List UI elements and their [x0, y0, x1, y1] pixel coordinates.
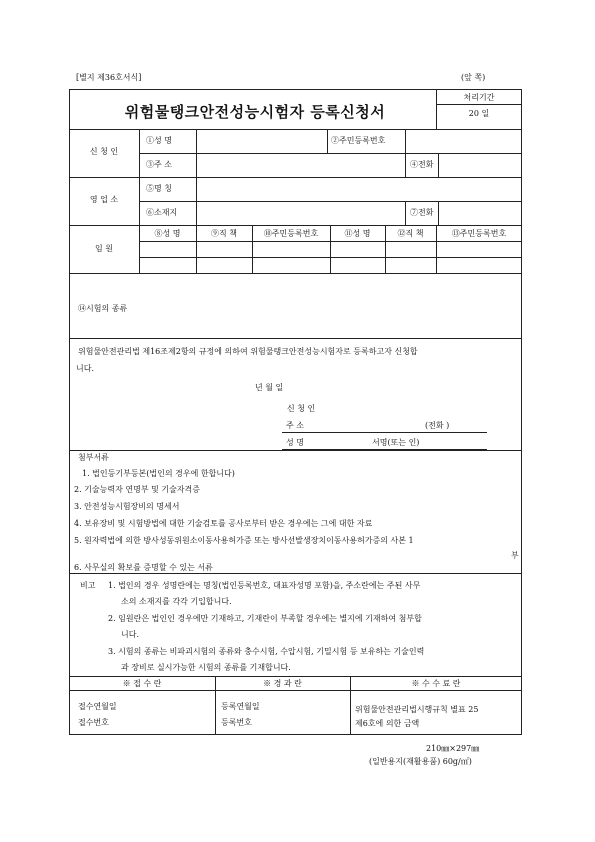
processing-period-label: 처리기간 — [463, 93, 495, 102]
declaration-address-label: 주 소 — [286, 421, 304, 430]
attachment-item: 4. 보유장비 및 시험방법에 대한 기술검토를 공사로부터 받은 경우에는 그에 대한 자료 — [74, 519, 373, 528]
registration-number-label: 등록번호 — [221, 718, 252, 727]
applicant-address-field[interactable] — [198, 155, 403, 175]
remark-item: 2. 임원란은 법인인 경우에만 기재하고, 기재란이 부족할 경우에는 별지에 기재하여 첨부합 — [108, 614, 422, 623]
declaration-applicant-label: 신 청 인 — [287, 404, 316, 413]
applicant-phone-label: ④전화 — [410, 160, 434, 169]
attachment-item: 5. 원자력법에 의한 방사성동위원소이동사용허가증 또는 방사선발생장치이동사용허가증의 사본 1 — [74, 536, 414, 545]
progress-header: ※ 경 과 란 — [263, 679, 302, 688]
attachments-title: 첨부서류 — [78, 453, 109, 462]
applicant-name-label: ①성 명 — [146, 136, 172, 145]
page-side-label: (앞 쪽) — [461, 73, 486, 82]
declaration-date: 년 월 일 — [255, 383, 284, 392]
test-types-field[interactable] — [160, 278, 518, 333]
officers-section-label: 임 원 — [95, 244, 113, 253]
remark-item-cont: 니다. — [121, 630, 139, 639]
attachment-item: 2. 기술능력자 연명부 및 기술자격증 — [74, 485, 200, 494]
office-name-label: ⑤명 칭 — [146, 184, 172, 193]
applicant-rrn-label: ②주민등록번호 — [331, 136, 386, 145]
processing-period-value: 20 일 — [468, 109, 490, 118]
attachment-item-continued: 부 — [511, 551, 519, 560]
officer-col-rrn-2: ⑬주민등록번호 — [451, 229, 507, 238]
form-number: [별지 제36호서식] — [76, 73, 142, 82]
fee-basis-line2: 제6호에 의한 금액 — [355, 719, 420, 728]
applicant-section-label: 신 청 인 — [89, 147, 119, 156]
paper-type: (일반용지(재활용품) 60g/㎡) — [369, 757, 472, 766]
office-phone-label: ⑦전화 — [410, 208, 434, 217]
office-phone-field[interactable] — [440, 203, 520, 223]
fee-basis-line1: 위험물안전관리법시행규칙 별표 25 — [355, 705, 479, 714]
applicant-rrn-field[interactable] — [407, 131, 520, 151]
remark-item-cont: 과 장비로 실시가능한 시험의 종류를 기재합니다. — [121, 663, 291, 672]
declaration-text-1: 위험물안전관리법 제16조제2항의 규정에 의하여 위험물탱크안전성능시험자로 등록하고자 신청합 — [78, 347, 418, 356]
receipt-date-label: 접수연월일 — [78, 702, 117, 711]
attachment-item: 3. 안전성능시험장비의 명세서 — [74, 502, 180, 511]
office-name-field[interactable] — [198, 179, 520, 199]
attachment-item: 6. 사무실의 확보를 증명할 수 있는 서류 — [74, 563, 213, 572]
officer-col-title-1: ⑨직 책 — [211, 229, 237, 238]
office-section-label: 영 업 소 — [89, 195, 119, 204]
test-types-label: ⑭시험의 종류 — [78, 304, 128, 313]
registration-date-label: 등록연월일 — [221, 702, 260, 711]
declaration-phone-label: (전화 ) — [425, 421, 450, 430]
remark-item-cont: 소의 소재지를 각각 기입합니다. — [121, 597, 232, 606]
applicant-address-label: ③주 소 — [146, 160, 172, 169]
officer-col-name-2: ⑪성 명 — [344, 229, 371, 238]
declaration-text-2: 니다. — [76, 364, 94, 373]
fee-header: ※ 수 수 료 란 — [411, 679, 461, 688]
applicant-phone-field[interactable] — [440, 155, 520, 175]
attachment-item: 1. 법인등기부등본(법인의 경우에 한합니다) — [82, 469, 235, 478]
applicant-name-field[interactable] — [198, 131, 326, 151]
form-title: 위험물탱크안전성능시험자 등록신청서 — [124, 103, 386, 121]
remarks-label: 비고 — [80, 581, 96, 590]
officer-col-rrn-1: ⑩주민등록번호 — [263, 229, 319, 238]
declaration-sign-label[interactable]: 서명(또는 인) — [372, 438, 420, 447]
remark-item: 3. 시험의 종류는 비파괴시험의 종류와 충수시험, 수압시험, 기밀시험 등 보유하는 기술인력 — [108, 647, 425, 656]
paper-size: 210㎜×297㎜ — [426, 744, 480, 753]
remark-item: 1. 법인의 경우 성명란에는 명칭(법인등록번호, 대표자성명 포함)을, 주소란에는 주된 사무 — [108, 581, 421, 590]
officer-col-title-2: ⑫직 책 — [397, 229, 424, 238]
receipt-number-label: 접수번호 — [78, 718, 109, 727]
office-location-field[interactable] — [198, 203, 403, 223]
receipt-header: ※ 접 수 란 — [122, 679, 162, 688]
office-location-label: ⑥소재지 — [146, 208, 178, 217]
declaration-name-label: 성 명 — [286, 438, 304, 447]
officer-col-name-1: ⑧성 명 — [154, 229, 181, 238]
